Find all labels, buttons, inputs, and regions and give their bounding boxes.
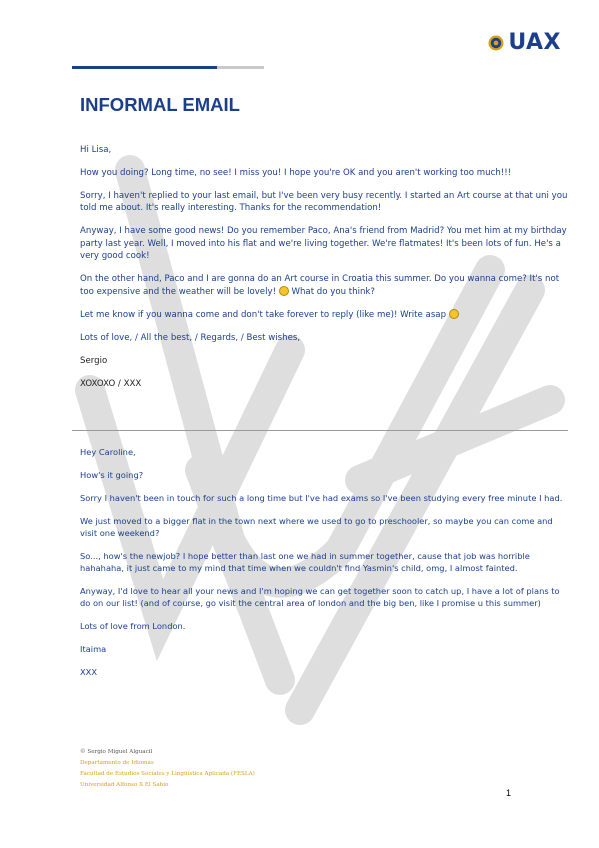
email-paragraph: So..., how's the newjob? I hope better than last one we had in summer together, cause that job was horrible hahahaha, it just came to my mind that time when we couldn't find Yasmin's child, omg, I almost fainted.	[80, 550, 530, 574]
smiley-emoji-icon	[449, 309, 459, 319]
email-paragraph: Anyway, I'd love to hear all your news and I'm hoping we can get together soon to catch up, I have a lot of plans to do on our list! (and of course, go visit the central area of london and the big ben, like I promise u this summer)	[80, 586, 560, 609]
email-paragraph: Anyway, I have some good news! Do you remember Paco, Ana's friend from Madrid? You met him at my birthday party last year. Well, I moved into his flat and we're living together. We're flatmates! It's been lots of fun. He's a very good cook!	[80, 226, 567, 262]
email-paragraph-part: Let me know if you wanna come and don't take forever to reply (like me)! Write asap	[80, 309, 447, 320]
smiley-emoji-icon	[279, 286, 289, 296]
footer-faculty: Facultad de Estudios Sociales y Lingüística Aplicada (FESLA)	[80, 771, 255, 777]
logo-text: UAX	[508, 30, 561, 55]
email-kisses: XXX	[80, 667, 98, 678]
email-paragraph-part: On the other hand, Paco and I are gonna do an Art course in Croatia this summer. Do you wanna come? It's not too expensive and the weather will be lovely!	[80, 274, 560, 297]
header-rule-navy	[72, 66, 217, 69]
page-number: 1	[506, 788, 512, 798]
email-paragraph: Sorry, I haven't replied to your last email, but I've been very busy recently. I started an Art course at that uni you told me about. It's really interesting. Thanks for the recommendation!	[80, 191, 568, 214]
uax-logo	[488, 30, 561, 55]
email-paragraph: We just moved to a bigger flat in the town next where we used to go to preschooler, so maybe you can come and visit one weekend?	[80, 515, 553, 538]
uax-seal-icon	[488, 35, 504, 51]
email-greeting: Hey Caroline,	[80, 447, 136, 457]
email-signature: Sergio	[80, 355, 108, 366]
email-paragraph: How you doing? Long time, no see! I miss you! I hope you're OK and you aren't working too much!!!	[80, 168, 512, 178]
page-footer	[80, 747, 255, 791]
email-sample-2	[80, 446, 568, 689]
email-closing: Lots of love from London.	[80, 621, 186, 632]
email-kisses: XOXOXO / XXX	[80, 378, 142, 389]
email-closing: Lots of love, / All the best, / Regards, / Best wishes,	[80, 332, 301, 343]
email-signature: Itaima	[80, 644, 107, 655]
email-paragraph-part: What do you think?	[291, 286, 375, 297]
section-divider	[72, 430, 568, 431]
footer-copyright: © Sergio Miguel Alguacil	[80, 749, 153, 755]
page-title: INFORMAL EMAIL	[80, 94, 240, 115]
email-paragraph	[80, 309, 568, 321]
email-paragraph: How's it going?	[80, 469, 144, 480]
email-paragraph	[80, 273, 568, 298]
email-sample-1	[80, 144, 568, 401]
footer-department: Departamento de Idiomas	[80, 760, 154, 766]
footer-university: Universidad Alfonso X El Sabio	[80, 782, 169, 788]
email-paragraph: Sorry I haven't been in touch for such a long time but I've had exams so I've been studying every free minute I had.	[80, 492, 563, 503]
email-greeting: Hi Lisa,	[80, 145, 112, 155]
header-rule-gray	[217, 66, 264, 69]
